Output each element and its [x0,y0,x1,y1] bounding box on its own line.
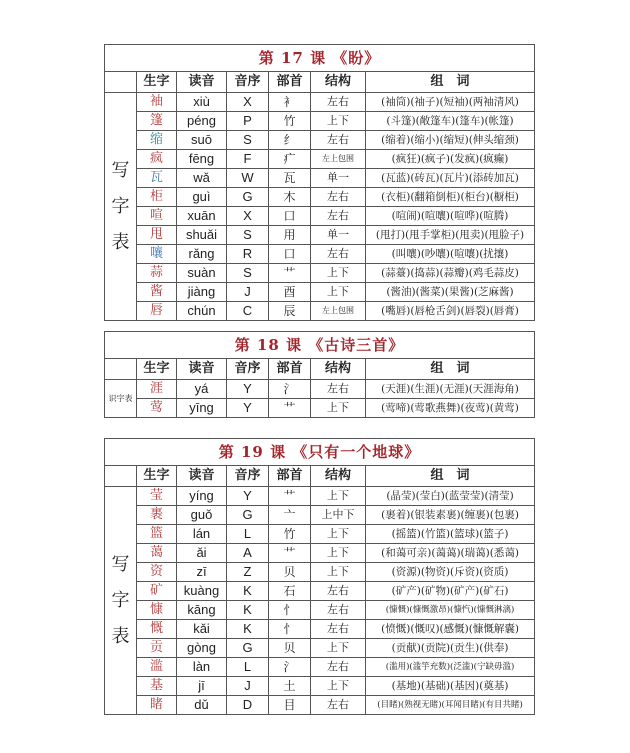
column-header: 结构 [311,466,366,487]
initial-letter-cell: C [227,302,269,321]
column-header: 读音 [177,72,227,93]
table-row [105,506,535,525]
word-group-cell: (基地)(基础)(基因)(奠基) [366,677,535,696]
radical-cell: 目 [269,696,311,715]
initial-letter-cell: S [227,226,269,245]
pinyin-cell: péng [177,112,227,131]
column-header: 组 词 [366,359,535,380]
initial-letter-cell: P [227,112,269,131]
character-cell: 疯 [137,150,177,169]
pinyin-cell: zī [177,563,227,582]
word-group-cell: (滥用)(滥竽充数)(泛滥)(宁缺毋滥) [366,658,535,677]
pinyin-cell: dǔ [177,696,227,715]
radical-cell: 竹 [269,112,311,131]
header-row [105,466,535,487]
character-cell: 蔼 [137,544,177,563]
column-header: 结构 [311,359,366,380]
table-row [105,544,535,563]
pinyin-cell: fēng [177,150,227,169]
radical-cell: 艹 [269,264,311,283]
radical-cell: 木 [269,188,311,207]
character-cell: 喧 [137,207,177,226]
radical-cell: 亠 [269,506,311,525]
character-cell: 唇 [137,302,177,321]
table-row [105,302,535,321]
pinyin-cell: ǎi [177,544,227,563]
character-cell: 缩 [137,131,177,150]
pinyin-cell: lán [177,525,227,544]
structure-cell: 左右 [311,245,366,264]
column-header: 音序 [227,466,269,487]
radical-cell: 瓦 [269,169,311,188]
table-row [105,188,535,207]
pinyin-cell: gòng [177,639,227,658]
radical-cell: 口 [269,245,311,264]
pinyin-cell: làn [177,658,227,677]
initial-letter-cell: S [227,264,269,283]
word-group-cell: (和蔼可亲)(蔼蔼)(瑞蔼)(悉蔼) [366,544,535,563]
initial-letter-cell: Y [227,487,269,506]
structure-cell: 上中下 [311,506,366,525]
structure-cell: 左右 [311,658,366,677]
table-row [105,582,535,601]
table-row [105,620,535,639]
initial-letter-cell: D [227,696,269,715]
pinyin-cell: jī [177,677,227,696]
initial-letter-cell: G [227,506,269,525]
table-row [105,658,535,677]
column-header: 读音 [177,466,227,487]
column-header: 生字 [137,72,177,93]
character-cell: 莺 [137,399,177,418]
structure-cell: 上下 [311,487,366,506]
structure-cell: 左右 [311,93,366,112]
initial-letter-cell: W [227,169,269,188]
initial-letter-cell: K [227,601,269,620]
pinyin-cell: kuàng [177,582,227,601]
structure-cell: 左右 [311,620,366,639]
radical-cell: 辰 [269,302,311,321]
structure-cell: 左上包围 [311,150,366,169]
structure-cell: 左右 [311,131,366,150]
word-group-cell: (叫嚷)(吵嚷)(喧嚷)(扰攘) [366,245,535,264]
radical-cell: 纟 [269,131,311,150]
character-cell: 蒜 [137,264,177,283]
pinyin-cell: yíng [177,487,227,506]
table-row [105,487,535,506]
radical-cell: 贝 [269,639,311,658]
column-header: 音序 [227,72,269,93]
table-row [105,150,535,169]
radical-cell: 艹 [269,399,311,418]
structure-cell: 左右 [311,380,366,399]
structure-cell: 单一 [311,169,366,188]
word-group-cell: (摇篮)(竹篮)(篮球)(篮子) [366,525,535,544]
pinyin-cell: jiàng [177,283,227,302]
word-group-cell: (甩打)(甩手掌柜)(甩卖)(甩脸子) [366,226,535,245]
structure-cell: 左上包围 [311,302,366,321]
table-row [105,283,535,302]
word-group-cell: (贡献)(贡院)(贡生)(供奉) [366,639,535,658]
word-group-cell: (嘴唇)(唇枪舌剑)(唇裂)(唇膏) [366,302,535,321]
structure-cell: 左右 [311,188,366,207]
table-row [105,207,535,226]
word-group-cell: (莺啼)(莺歌燕舞)(夜莺)(黄莺) [366,399,535,418]
initial-letter-cell: Y [227,380,269,399]
character-cell: 资 [137,563,177,582]
character-cell: 慷 [137,601,177,620]
word-group-cell: (斗篷)(敞篷车)(篷车)(帐篷) [366,112,535,131]
lesson-17-table [104,44,534,321]
table-row [105,112,535,131]
table-row [105,131,535,150]
word-group-cell: (裹着)(银装素裹)(缠裹)(包裹) [366,506,535,525]
word-group-cell: (喧闹)(喧嚷)(喧哗)(喧腾) [366,207,535,226]
structure-cell: 上下 [311,112,366,131]
character-cell: 莹 [137,487,177,506]
table-row [105,563,535,582]
pinyin-cell: kǎi [177,620,227,639]
lesson-18-table [104,331,534,418]
structure-cell: 上下 [311,563,366,582]
character-cell: 篷 [137,112,177,131]
structure-cell: 左右 [311,696,366,715]
initial-letter-cell: Y [227,399,269,418]
table-row [105,696,535,715]
radical-cell: 口 [269,207,311,226]
character-cell: 滥 [137,658,177,677]
structure-cell: 上下 [311,399,366,418]
column-header: 读音 [177,359,227,380]
word-group-cell: (缩着)(缩小)(缩短)(伸头缩颈) [366,131,535,150]
character-cell: 裹 [137,506,177,525]
character-cell: 酱 [137,283,177,302]
initial-letter-cell: L [227,658,269,677]
structure-cell: 左右 [311,207,366,226]
character-cell: 矿 [137,582,177,601]
column-header: 部首 [269,359,311,380]
initial-letter-cell: J [227,283,269,302]
pinyin-cell: xiù [177,93,227,112]
character-cell: 袖 [137,93,177,112]
initial-letter-cell: S [227,131,269,150]
side-label-char: 写 [111,159,130,181]
column-header: 生字 [137,466,177,487]
character-cell: 基 [137,677,177,696]
initial-letter-cell: Z [227,563,269,582]
table-row [105,245,535,264]
radical-cell: 艹 [269,544,311,563]
pinyin-cell: suō [177,131,227,150]
radical-cell: 酉 [269,283,311,302]
initial-letter-cell: G [227,639,269,658]
column-header: 结构 [311,72,366,93]
side-label-char: 表 [111,625,130,647]
character-cell: 睹 [137,696,177,715]
initial-letter-cell: F [227,150,269,169]
pinyin-cell: guǒ [177,506,227,525]
word-group-cell: (袖筒)(袖子)(短袖)(两袖清风) [366,93,535,112]
column-header: 音序 [227,359,269,380]
radical-cell: 用 [269,226,311,245]
column-header: 部首 [269,72,311,93]
structure-cell: 单一 [311,226,366,245]
pinyin-cell: wǎ [177,169,227,188]
radical-cell: 艹 [269,487,311,506]
lesson-title: 第 19 课 《只有一个地球》 [105,439,535,466]
character-cell: 甩 [137,226,177,245]
pinyin-cell: guì [177,188,227,207]
structure-cell: 上下 [311,639,366,658]
initial-letter-cell: G [227,188,269,207]
table-row [105,93,535,112]
pinyin-cell: yīng [177,399,227,418]
side-label-char: 表 [111,231,130,253]
initial-letter-cell: J [227,677,269,696]
initial-letter-cell: X [227,93,269,112]
side-label-char: 字 [111,195,130,217]
initial-letter-cell: L [227,525,269,544]
pinyin-cell: suàn [177,264,227,283]
structure-cell: 上下 [311,525,366,544]
structure-cell: 上下 [311,544,366,563]
character-cell: 慨 [137,620,177,639]
word-group-cell: (瓦蓝)(砖瓦)(瓦片)(添砖加瓦) [366,169,535,188]
radical-cell: 疒 [269,150,311,169]
word-group-cell: (愤慨)(慨叹)(感慨)(慷慨解囊) [366,620,535,639]
initial-letter-cell: R [227,245,269,264]
pinyin-cell: kāng [177,601,227,620]
initial-letter-cell: X [227,207,269,226]
radical-cell: 氵 [269,658,311,677]
side-label [105,487,137,715]
radical-cell: 土 [269,677,311,696]
side-label-char: 写 [111,553,130,575]
side-label: 识字表 [105,380,137,418]
header-row [105,72,535,93]
character-cell: 瓦 [137,169,177,188]
side-label-char: 字 [111,589,130,611]
word-group-cell: (疯狂)(疯子)(发疯)(疯癫) [366,150,535,169]
column-header: 生字 [137,359,177,380]
word-group-cell: (矿产)(矿物)(矿产)(矿石) [366,582,535,601]
table-row [105,169,535,188]
pinyin-cell: xuān [177,207,227,226]
character-cell: 涯 [137,380,177,399]
table-row [105,399,535,418]
word-group-cell: (资源)(物资)(斥资)(资质) [366,563,535,582]
radical-cell: 衤 [269,93,311,112]
table-row [105,380,535,399]
pinyin-cell: rǎng [177,245,227,264]
radical-cell: 忄 [269,620,311,639]
character-cell: 贡 [137,639,177,658]
word-group-cell: (衣柜)(翻箱倒柜)(柜台)(橱柜) [366,188,535,207]
lesson-title: 第 18 课 《古诗三首》 [105,332,535,359]
radical-cell: 石 [269,582,311,601]
word-group-cell: (晶莹)(莹白)(蓝莹莹)(清莹) [366,487,535,506]
word-group-cell: (酱油)(酱菜)(果酱)(芝麻酱) [366,283,535,302]
pinyin-cell: shuǎi [177,226,227,245]
side-label [105,93,137,321]
lesson-19-table [104,438,534,715]
header-row [105,359,535,380]
structure-cell: 上下 [311,283,366,302]
character-cell: 柜 [137,188,177,207]
column-header: 组 词 [366,466,535,487]
initial-letter-cell: K [227,582,269,601]
structure-cell: 上下 [311,264,366,283]
word-group-cell: (慷慨)(慷慨激昂)(慷忾)(慷慨淋漓) [366,601,535,620]
table-row [105,226,535,245]
word-group-cell: (蒜薹)(捣蒜)(蒜瓣)(鸡毛蒜皮) [366,264,535,283]
table-row [105,264,535,283]
table-row [105,601,535,620]
column-header: 组 词 [366,72,535,93]
word-group-cell: (天涯)(生涯)(无涯)(天涯海角) [366,380,535,399]
table-row [105,677,535,696]
character-cell: 嚷 [137,245,177,264]
structure-cell: 上下 [311,677,366,696]
radical-cell: 贝 [269,563,311,582]
radical-cell: 忄 [269,601,311,620]
radical-cell: 竹 [269,525,311,544]
initial-letter-cell: A [227,544,269,563]
pinyin-cell: chún [177,302,227,321]
word-group-cell: (目睹)(熟视无睹)(耳闻目睹)(有目共睹) [366,696,535,715]
structure-cell: 左右 [311,582,366,601]
lesson-title: 第 17 课 《盼》 [105,45,535,72]
pinyin-cell: yá [177,380,227,399]
structure-cell: 左右 [311,601,366,620]
table-row [105,639,535,658]
column-header: 部首 [269,466,311,487]
radical-cell: 氵 [269,380,311,399]
character-cell: 篮 [137,525,177,544]
initial-letter-cell: K [227,620,269,639]
table-row [105,525,535,544]
